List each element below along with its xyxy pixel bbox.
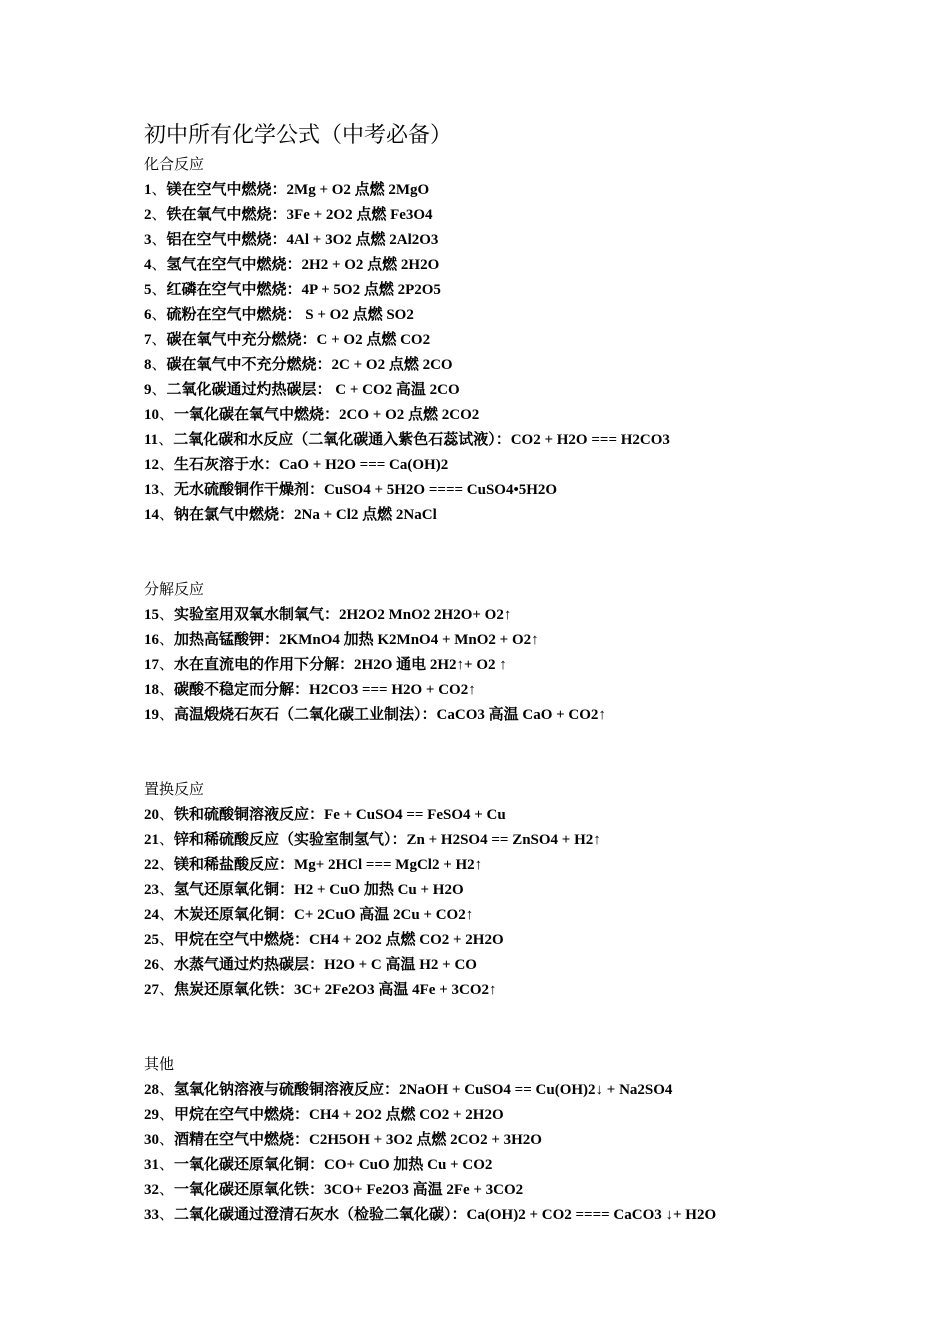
reaction-name: 二氧化碳和水反应（二氧化碳通入紫色石蕊试液）： — [173, 430, 511, 448]
item-separator: 、 — [159, 605, 175, 623]
item-separator: 、 — [151, 280, 167, 298]
reaction-name: 水在直流电的作用下分解： — [174, 655, 355, 673]
reaction-formula: Mg+ 2HCl === MgCl2 + H2↑ — [294, 857, 483, 873]
reaction-formula: CH4 + 2O2 点燃 CO2 + 2H2O — [309, 932, 504, 948]
section-heading: 分解反应 — [144, 580, 205, 598]
item-number: 31 — [144, 1157, 159, 1173]
reaction-formula: 3Fe + 2O2 点燃 Fe3O4 — [286, 207, 433, 223]
item-number: 32 — [144, 1182, 159, 1198]
reaction-name: 铝在空气中燃烧： — [166, 230, 287, 248]
reaction-formula: CO+ CuO 加热 Cu + CO2 — [324, 1157, 493, 1173]
item-separator: 、 — [159, 930, 175, 948]
sections-container — [144, 152, 934, 1227]
item-number: 8 — [144, 357, 152, 373]
reaction-formula: H2O + C 高温 H2 + CO — [324, 957, 477, 973]
reaction-name: 二氧化碳通过澄清石灰水（检验二氧化碳）： — [174, 1205, 467, 1223]
formula-item — [144, 627, 934, 652]
item-number: 21 — [144, 832, 159, 848]
reaction-formula: C2H5OH + 3O2 点燃 2CO2 + 3H2O — [309, 1132, 542, 1148]
formula-item — [144, 252, 934, 277]
section-spacer — [144, 527, 934, 577]
item-separator: 、 — [159, 405, 175, 423]
reaction-formula: 2Mg + O2 点燃 2MgO — [286, 182, 430, 198]
item-separator: 、 — [159, 705, 175, 723]
item-number: 6 — [144, 307, 152, 323]
formula-item — [144, 452, 934, 477]
item-number: 1 — [144, 182, 152, 198]
reaction-name: 水蒸气通过灼热碳层： — [174, 955, 325, 973]
reaction-formula: 2CO + O2 点燃 2CO2 — [339, 407, 480, 423]
item-number: 28 — [144, 1082, 159, 1098]
reaction-name: 生石灰溶于水： — [174, 455, 280, 473]
item-number: 16 — [144, 632, 159, 648]
item-separator: 、 — [158, 430, 174, 448]
item-separator: 、 — [159, 880, 175, 898]
reaction-formula: 2C + O2 点燃 2CO — [331, 357, 453, 373]
section-heading: 化合反应 — [144, 155, 205, 173]
formula-item — [144, 927, 934, 952]
formula-item — [144, 952, 934, 977]
formula-item — [144, 327, 934, 352]
item-number: 25 — [144, 932, 159, 948]
item-number: 23 — [144, 882, 159, 898]
reaction-name: 锌和稀硫酸反应（实验室制氢气）： — [174, 830, 407, 848]
item-separator: 、 — [159, 855, 175, 873]
reaction-name: 红磷在空气中燃烧： — [166, 280, 302, 298]
formula-item — [144, 652, 934, 677]
reaction-name: 高温煅烧石灰石（二氧化碳工业制法）： — [174, 705, 437, 723]
formula-item — [144, 1152, 934, 1177]
formula-item — [144, 802, 934, 827]
formula-item — [144, 302, 934, 327]
reaction-formula: Ca(OH)2 + CO2 ==== CaCO3 ↓+ H2O — [466, 1207, 717, 1223]
item-separator: 、 — [159, 980, 175, 998]
item-number: 9 — [144, 382, 152, 398]
item-number: 30 — [144, 1132, 159, 1148]
section-heading: 其他 — [144, 1055, 175, 1073]
reaction-name: 碳在氧气中充分燃烧： — [166, 330, 317, 348]
reaction-name: 无水硫酸铜作干燥剂： — [174, 480, 325, 498]
reaction-formula: 2H2 + O2 点燃 2H2O — [301, 257, 440, 273]
item-separator: 、 — [151, 305, 167, 323]
item-separator: 、 — [151, 355, 167, 373]
item-number: 3 — [144, 232, 152, 248]
item-separator: 、 — [159, 455, 175, 473]
reaction-name: 二氧化碳通过灼热碳层： — [166, 380, 332, 398]
formula-item — [144, 852, 934, 877]
formula-item — [144, 877, 934, 902]
reaction-name: 氢气在空气中燃烧： — [166, 255, 302, 273]
item-separator: 、 — [159, 680, 175, 698]
formula-item — [144, 1177, 934, 1202]
item-number: 15 — [144, 607, 159, 623]
reaction-formula: 2H2O2 MnO2 2H2O+ O2↑ — [339, 607, 512, 623]
reaction-formula: H2 + CuO 加热 Cu + H2O — [294, 882, 464, 898]
item-separator: 、 — [151, 180, 167, 198]
item-separator: 、 — [151, 205, 167, 223]
item-number: 24 — [144, 907, 159, 923]
reaction-name: 一氧化碳还原氧化铜： — [174, 1155, 325, 1173]
reaction-formula: C + O2 点燃 CO2 — [316, 332, 431, 348]
item-number: 29 — [144, 1107, 159, 1123]
reaction-name: 硫粉在空气中燃烧： — [166, 305, 302, 323]
item-separator: 、 — [159, 655, 175, 673]
item-separator: 、 — [159, 1155, 175, 1173]
formula-item — [144, 177, 934, 202]
formula-item — [144, 1127, 934, 1152]
section-spacer — [144, 727, 934, 777]
reaction-formula: 2H2O 通电 2H2↑+ O2 ↑ — [354, 657, 507, 673]
formula-item — [144, 427, 934, 452]
item-separator: 、 — [159, 630, 175, 648]
reaction-name: 甲烷在空气中燃烧： — [174, 1105, 310, 1123]
reaction-name: 木炭还原氧化铜： — [174, 905, 295, 923]
item-separator: 、 — [151, 255, 167, 273]
item-number: 13 — [144, 482, 159, 498]
item-number: 2 — [144, 207, 152, 223]
item-number: 7 — [144, 332, 152, 348]
reaction-name: 氢氧化钠溶液与硫酸铜溶液反应： — [174, 1080, 400, 1098]
item-separator: 、 — [159, 1180, 175, 1198]
reaction-formula: CuSO4 + 5H2O ==== CuSO4•5H2O — [324, 482, 558, 498]
section-spacer — [144, 1002, 934, 1052]
item-number: 27 — [144, 982, 159, 998]
page-title: 初中所有化学公式（中考必备） — [144, 123, 453, 148]
reaction-formula: Fe + CuSO4 == FeSO4 + Cu — [324, 807, 506, 823]
item-number: 22 — [144, 857, 159, 873]
item-separator: 、 — [159, 1130, 175, 1148]
reaction-name: 碳在氧气中不充分燃烧： — [166, 355, 332, 373]
item-number: 19 — [144, 707, 159, 723]
reaction-formula: 4Al + 3O2 点燃 2Al2O3 — [286, 232, 439, 248]
reaction-formula: S + O2 点燃 SO2 — [301, 307, 414, 323]
formula-item — [144, 1102, 934, 1127]
reaction-name: 一氧化碳还原氧化铁： — [174, 1180, 325, 1198]
item-number: 10 — [144, 407, 159, 423]
formula-item — [144, 227, 934, 252]
reaction-name: 氢气还原氧化铜： — [174, 880, 295, 898]
formula-item — [144, 352, 934, 377]
item-number: 17 — [144, 657, 159, 673]
item-number: 20 — [144, 807, 159, 823]
reaction-formula: 2KMnO4 加热 K2MnO4 + MnO2 + O2↑ — [279, 632, 539, 648]
reaction-formula: 2Na + Cl2 点燃 2NaCl — [294, 507, 437, 523]
reaction-formula: H2CO3 === H2O + CO2↑ — [309, 682, 476, 698]
formula-item — [144, 677, 934, 702]
item-separator: 、 — [151, 330, 167, 348]
item-separator: 、 — [159, 905, 175, 923]
item-number: 4 — [144, 257, 152, 273]
formula-item — [144, 202, 934, 227]
formula-item — [144, 402, 934, 427]
reaction-formula: 4P + 5O2 点燃 2P2O5 — [301, 282, 441, 298]
reaction-name: 焦炭还原氧化铁： — [174, 980, 295, 998]
reaction-name: 一氧化碳在氧气中燃烧： — [174, 405, 340, 423]
item-separator: 、 — [151, 380, 167, 398]
reaction-formula: 3C+ 2Fe2O3 高温 4Fe + 3CO2↑ — [294, 982, 497, 998]
reaction-name: 甲烷在空气中燃烧： — [174, 930, 310, 948]
reaction-formula: CH4 + 2O2 点燃 CO2 + 2H2O — [309, 1107, 504, 1123]
reaction-name: 钠在氯气中燃烧： — [174, 505, 295, 523]
item-number: 18 — [144, 682, 159, 698]
formula-item — [144, 377, 934, 402]
item-separator: 、 — [151, 230, 167, 248]
document-page — [144, 120, 934, 1227]
item-separator: 、 — [159, 830, 175, 848]
item-number: 5 — [144, 282, 152, 298]
reaction-formula: CO2 + H2O === H2CO3 — [510, 432, 670, 448]
formula-item — [144, 277, 934, 302]
item-number: 26 — [144, 957, 159, 973]
item-number: 12 — [144, 457, 159, 473]
item-separator: 、 — [159, 480, 175, 498]
formula-item — [144, 1077, 934, 1102]
formula-item — [144, 827, 934, 852]
reaction-formula: CaCO3 高温 CaO + CO2↑ — [436, 707, 606, 723]
reaction-name: 铁和硫酸铜溶液反应： — [174, 805, 325, 823]
formula-item — [144, 502, 934, 527]
reaction-name: 碳酸不稳定而分解： — [174, 680, 310, 698]
reaction-formula: Zn + H2SO4 == ZnSO4 + H2↑ — [406, 832, 601, 848]
item-number: 33 — [144, 1207, 159, 1223]
item-separator: 、 — [159, 805, 175, 823]
reaction-name: 实验室用双氧水制氧气： — [174, 605, 340, 623]
item-separator: 、 — [159, 1205, 175, 1223]
reaction-name: 镁在空气中燃烧： — [166, 180, 287, 198]
formula-item — [144, 977, 934, 1002]
formula-item — [144, 702, 934, 727]
section-heading: 置换反应 — [144, 780, 205, 798]
formula-item — [144, 602, 934, 627]
reaction-name: 酒精在空气中燃烧： — [174, 1130, 310, 1148]
reaction-name: 铁在氧气中燃烧： — [166, 205, 287, 223]
item-separator: 、 — [159, 1105, 175, 1123]
formula-item — [144, 902, 934, 927]
reaction-formula: CaO + H2O === Ca(OH)2 — [279, 457, 449, 473]
item-separator: 、 — [159, 1080, 175, 1098]
formula-item — [144, 1202, 934, 1227]
item-separator: 、 — [159, 505, 175, 523]
reaction-formula: C+ 2CuO 高温 2Cu + CO2↑ — [294, 907, 474, 923]
reaction-formula: 2NaOH + CuSO4 == Cu(OH)2↓ + Na2SO4 — [399, 1082, 673, 1098]
reaction-name: 加热高锰酸钾： — [174, 630, 280, 648]
reaction-name: 镁和稀盐酸反应： — [174, 855, 295, 873]
reaction-formula: C + CO2 高温 2CO — [331, 382, 460, 398]
item-number: 14 — [144, 507, 159, 523]
item-number: 11 — [144, 432, 159, 448]
formula-item — [144, 477, 934, 502]
item-separator: 、 — [159, 955, 175, 973]
reaction-formula: 3CO+ Fe2O3 高温 2Fe + 3CO2 — [324, 1182, 524, 1198]
